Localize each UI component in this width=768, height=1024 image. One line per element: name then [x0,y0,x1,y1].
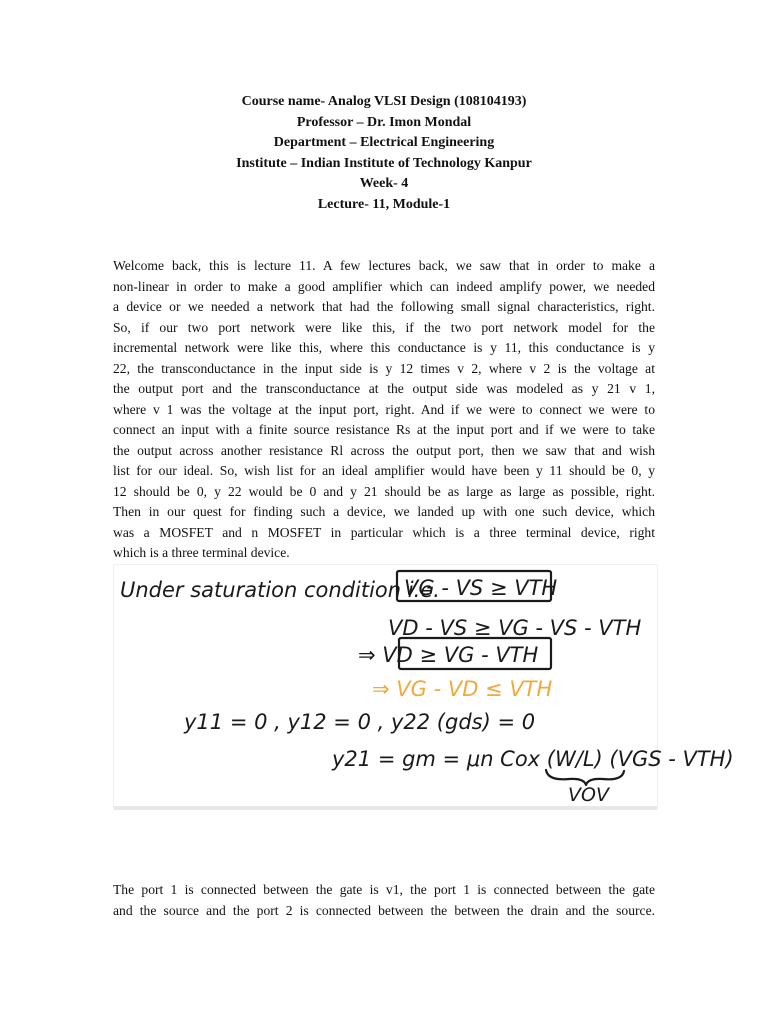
text-line: non-linear in order to make a good amplifier which can indeed amplify power, we needed [113,278,655,294]
handwritten-notes-figure [114,565,734,808]
text-line: list for our ideal. So, wish list for an ideal amplifier would have been y 11 should be 0, y [113,463,655,478]
text-line: 22, the transconductance in the input side is y 12 times v 2, where v 2 is the voltage at [113,360,655,376]
department-name: Department – Electrical Engineering [273,135,495,151]
handwritten-line: ⇒ VD ≥ VG - VTH [358,643,539,667]
handwritten-line: VD - VS ≥ VG - VS - VTH [388,616,642,640]
handwritten-line: ⇒ VG - VD ≤ VTH [372,677,553,701]
text-line: So, if our two port network were like this, if the two port network model for the [113,319,655,335]
handwritten-line: VOV [568,784,609,806]
handwritten-line: y11 = 0 , y12 = 0 , y22 (gds) = 0 [184,710,536,734]
text-line: Welcome back, this is lecture 11. A few lectures back, we saw that in order to make a [113,258,655,273]
text-line: the output across another resistance Rl across the output port, then we saw that and wish [113,442,655,458]
text-line: which is a three terminal device. [113,545,290,560]
text-line: 12 should be 0, y 22 would be 0 and y 21 should be as large as large as possible, right. [113,483,655,499]
lecture-label: Lecture- 11, Module-1 [317,196,451,212]
text-line: and the source and the port 2 is connected between the between the drain and the source. [113,902,655,918]
handwritten-line: y21 = gm = μn Cox (W/L) (VGS - VTH) [332,747,734,771]
underbrace [546,770,624,785]
text-line: a device or we needed a network that had the following small signal characteristics, right. [113,299,655,314]
figure-bottom-edge [114,806,657,810]
institute-name: Institute – Indian Institute of Technology Kanpur [236,155,532,171]
text-line: incremental network were like this, where this conductance is y 11, this conductance is y [113,340,655,355]
handwritten-equations-image [114,565,734,808]
text-line: the output port and the transconductance at the output side was modeled as y 21 v 1, [113,381,655,396]
text-line: where v 1 was the voltage at the input port, right. And if we were to connect we were to [113,401,655,417]
course-name: Course name- Analog VLSI Design (108104193) [241,94,527,109]
course-header [0,92,768,216]
professor-name: Professor – Dr. Imon Mondal [296,114,472,130]
text-line: The port 1 is connected between the gate is v1, the port 1 is connected between the gate [113,882,655,897]
handwritten-line: VG - VS ≥ VTH [404,576,558,600]
handwritten-line: Under saturation condition i.e. [120,578,440,602]
text-line: Then in our quest for finding such a device, we landed up with one such device, which [113,504,655,519]
lecture-paragraph-1 [113,256,655,564]
text-line: connect an input with a finite source resistance Rs at the input port and if we were to take [113,422,655,437]
lecture-paragraph-2 [113,880,655,921]
week-label: Week- 4 [359,176,409,192]
text-line: was a MOSFET and n MOSFET in particular which is a three terminal device, right [113,524,655,540]
